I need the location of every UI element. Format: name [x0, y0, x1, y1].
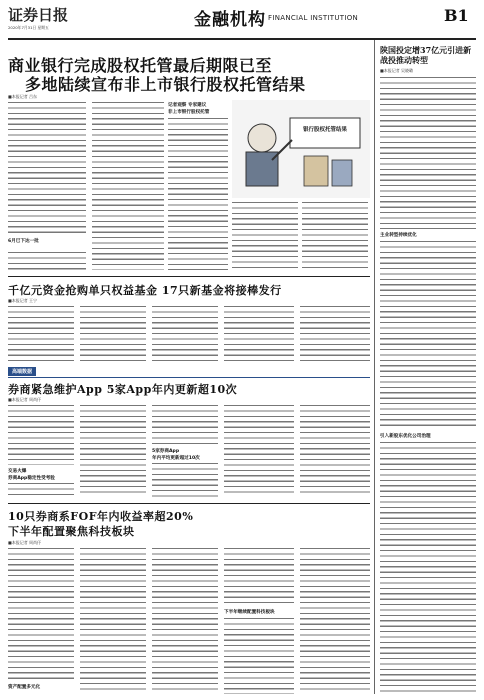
masthead	[8, 4, 478, 38]
right-subhead-2: 引入新股东优化公司治理	[380, 434, 431, 439]
section-title-en: FINANCIAL INSTITUTION	[268, 14, 359, 22]
story3-byline: ■本报记者 周尚伃	[8, 397, 42, 402]
right-subhead-1: 主业转型持续优化	[380, 233, 417, 238]
story2-column-5	[300, 306, 370, 362]
lead-title-line1: 商业银行完成股权托管最后期限已至	[8, 56, 273, 75]
lead-column-3	[168, 118, 228, 270]
lead-subhead-1: 6月已下达一批	[8, 239, 39, 244]
page-number: B1	[444, 6, 469, 25]
story4-title-line2: 下半年配置聚焦科技板块	[8, 525, 135, 538]
story4-column-3	[152, 548, 218, 694]
story3-column-1b	[8, 483, 74, 497]
lead-column-5	[302, 202, 368, 270]
story4-column-1	[8, 548, 74, 682]
story2-column-2	[80, 306, 146, 362]
right-column-text-1	[380, 77, 476, 229]
lead-column-1b	[8, 252, 86, 270]
story4-column-2	[80, 548, 146, 694]
lead-bottom-rule	[8, 276, 370, 277]
story3-column-4	[224, 405, 294, 497]
lead-column-2	[92, 102, 164, 270]
story4-subhead-2: 资产配置多元化	[8, 685, 41, 690]
story3-subhead-3: 5家券商App	[152, 449, 180, 454]
lead-illustration	[232, 100, 370, 198]
section-tag	[8, 367, 370, 378]
story3-column-5	[300, 405, 370, 497]
story3-column-3b	[152, 463, 218, 497]
lead-subhead-2: 记者观察 专家建议	[168, 103, 207, 108]
lead-column-1	[8, 102, 86, 236]
story4-byline: ■本报记者 周尚伃	[8, 540, 42, 545]
story2-column-4	[224, 306, 294, 362]
story3-subhead-2: 券商App稳定性受考验	[8, 476, 55, 481]
story3-subhead-1: 交易火爆	[8, 469, 27, 474]
story2-column-1	[8, 306, 74, 362]
story4-column-4b	[224, 618, 294, 694]
date-line: 2020年7月31日 星期五	[8, 25, 49, 30]
right-column-text-3	[380, 442, 476, 694]
story4-title-line1: 10只券商系FOF年内收益率超20%	[8, 510, 194, 523]
right-story-title: 陕国投定增37亿元引进新战投推动转型	[380, 45, 472, 65]
masthead-rule	[8, 38, 476, 40]
section-tag-label: 高端数据	[8, 367, 36, 376]
story4-column-5	[300, 548, 370, 694]
story3-column-2	[80, 405, 146, 497]
story4-subhead-1: 下半年继续配置科技板块	[224, 610, 275, 615]
story3-bottom-rule	[8, 503, 370, 504]
section-title: 金融机构	[194, 10, 266, 30]
right-story-byline: ■本报记者 吴晓璐	[380, 68, 414, 73]
story2-title: 千亿元资金抢购单只权益基金 17只新基金将接棒发行	[8, 284, 282, 297]
illustration-label: 银行股权托管结果	[302, 127, 347, 133]
story3-title: 券商紧急维护App 5家App年内更新超10次	[8, 383, 238, 396]
story2-byline: ■本报记者 王宁	[8, 298, 38, 303]
right-column-text-2	[380, 241, 476, 429]
story3-column-1	[8, 405, 74, 465]
lead-subhead-3: 非上市银行股权托管	[168, 110, 210, 115]
story2-column-3	[152, 306, 218, 362]
paper-logo: 证券日报	[8, 6, 69, 24]
story4-column-4a	[224, 548, 294, 606]
lead-byline: ■本报记者 吕东	[8, 94, 38, 99]
story3-subhead-4: 年内平均更新超过10次	[152, 456, 200, 461]
right-column-divider	[374, 40, 375, 694]
lead-column-4	[232, 202, 298, 270]
lead-title-line2: 多地陆续宣布非上市银行股权托管结果	[25, 75, 306, 94]
story3-column-3a	[152, 405, 218, 445]
